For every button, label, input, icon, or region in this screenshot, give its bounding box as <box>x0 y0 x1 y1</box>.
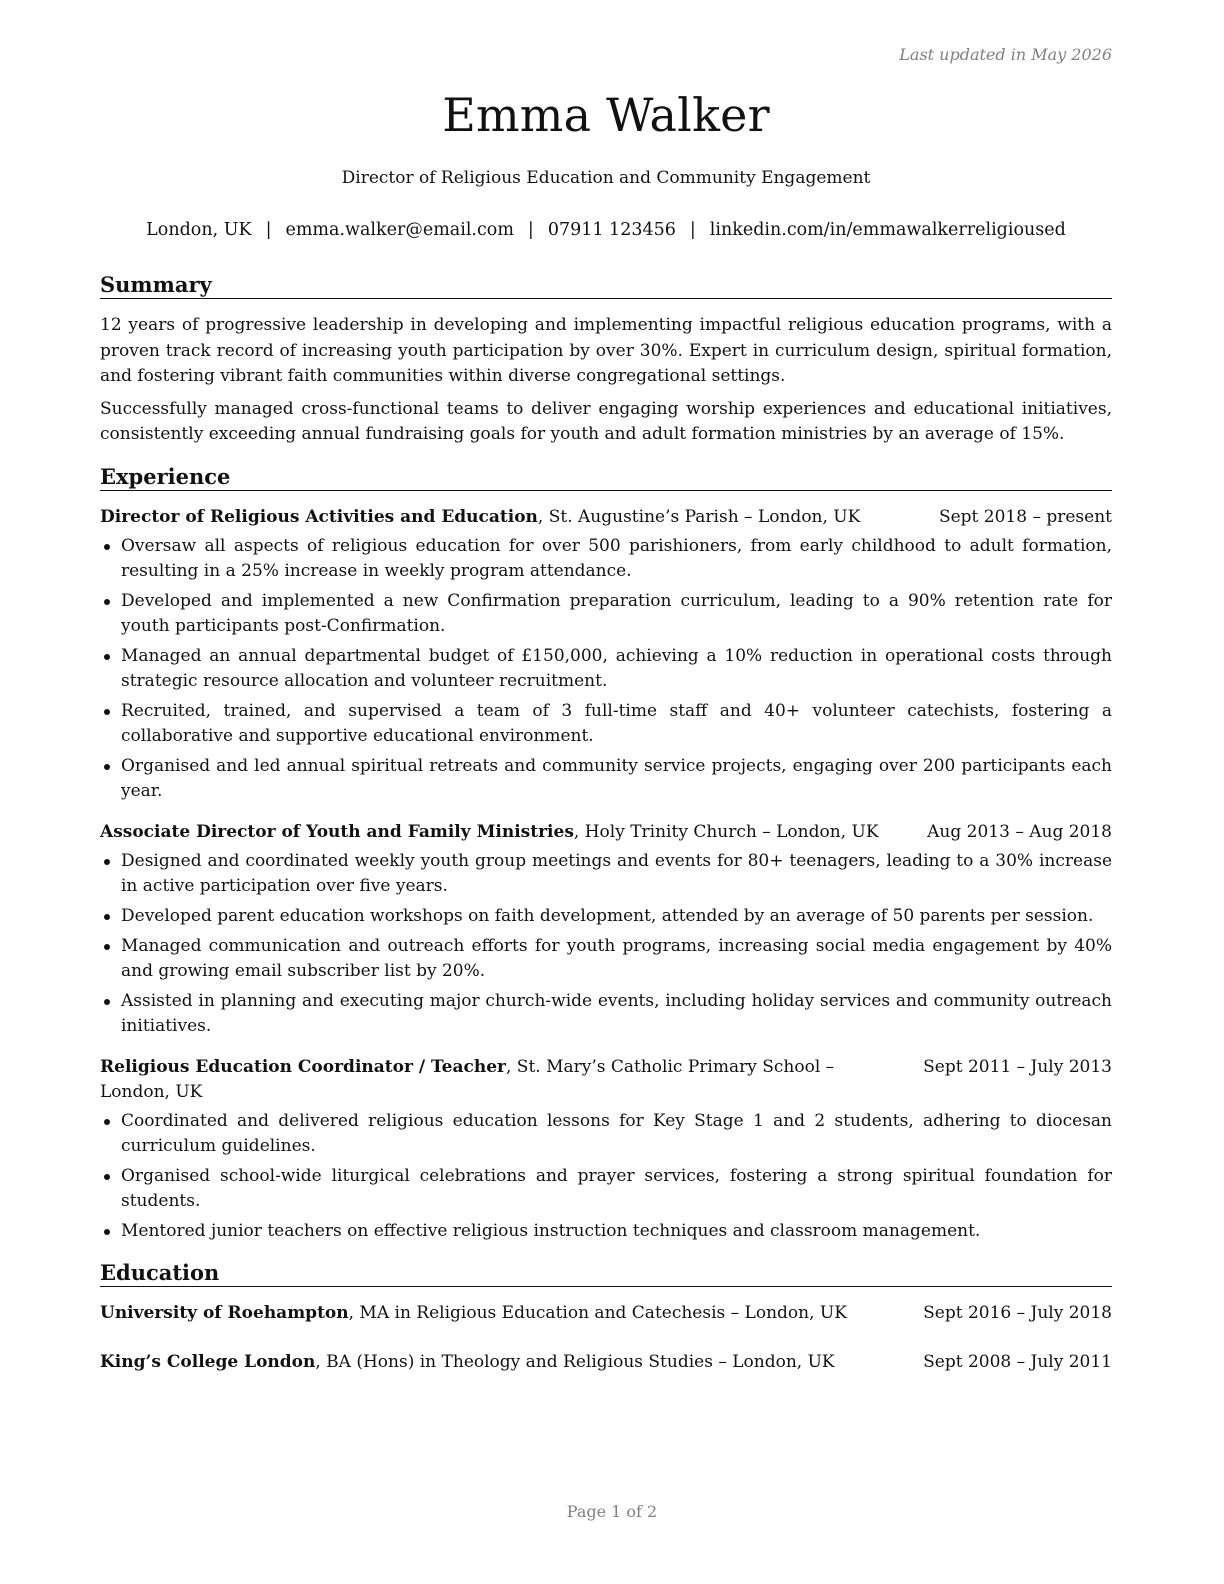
job-entry <box>100 505 1112 804</box>
section-title-experience: Experience <box>100 464 1112 491</box>
page-number: Page 1 of 2 <box>566 1502 658 1521</box>
job-organization: , Holy Trinity Church – London, UK <box>573 821 879 842</box>
last-updated: Last updated in May 2026 <box>899 45 1112 64</box>
summary-section <box>100 272 1112 448</box>
section-title-summary: Summary <box>100 272 1112 299</box>
job-bullet: Organised and led annual spiritual retreats and community service projects, engaging over 200 participants each year. <box>100 754 1112 804</box>
contact-linkedin[interactable]: linkedin.com/in/emmawalkerreligioused <box>709 220 1066 240</box>
contact-separator: | <box>527 220 534 240</box>
job-header <box>100 820 1112 845</box>
contact-phone: 07911 123456 <box>547 220 676 240</box>
education-dates: Sept 2016 – July 2018 <box>923 1302 1112 1323</box>
education-school: King’s College London <box>100 1351 316 1372</box>
job-dates: Sept 2018 – present <box>938 506 1112 527</box>
job-bullet: Developed parent education workshops on faith development, attended by an average of 50 parents per session. <box>100 904 1112 929</box>
education-school: University of Roehampton <box>100 1302 349 1323</box>
job-bullet: Mentored junior teachers on effective religious instruction techniques and classroom management. <box>100 1219 1112 1244</box>
education-degree: , MA in Religious Education and Catechesis – London, UK <box>348 1302 847 1323</box>
education-section <box>100 1260 1112 1375</box>
job-organization: , St. Mary’s Catholic Primary School – London, UK <box>100 1056 835 1102</box>
job-entry <box>100 820 1112 1039</box>
job-bullet: Managed an annual departmental budget of £150,000, achieving a 10% reduction in operational costs through strategic resource allocation and volunteer recruitment. <box>100 644 1112 694</box>
job-entry <box>100 1055 1112 1244</box>
contact-location: London, UK <box>146 220 252 240</box>
job-header <box>100 1055 1112 1105</box>
contact-separator: | <box>689 220 696 240</box>
job-header <box>100 505 1112 530</box>
job-bullet: Coordinated and delivered religious education lessons for Key Stage 1 and 2 students, adhering to diocesan curriculum guidelines. <box>100 1109 1112 1159</box>
job-bullet: Developed and implemented a new Confirmation preparation curriculum, leading to a 90% retention rate for youth participants post-Confirmation. <box>100 589 1112 639</box>
contact-separator: | <box>265 220 272 240</box>
job-bullet: Managed communication and outreach efforts for youth programs, increasing social media engagement by 40% and growing email subscriber list by 20%. <box>100 934 1112 984</box>
candidate-name: Emma Walker <box>442 88 770 142</box>
education-entry <box>100 1301 1112 1326</box>
job-title: Religious Education Coordinator / Teacher <box>100 1056 506 1077</box>
job-organization: , St. Augustine’s Parish – London, UK <box>537 506 861 527</box>
job-bullet: Organised school-wide liturgical celebrations and prayer services, fostering a strong spiritual foundation for students. <box>100 1164 1112 1214</box>
job-bullet: Oversaw all aspects of religious education for over 500 parishioners, from early childhood to adult formation, resulting in a 25% increase in weekly program attendance. <box>100 534 1112 584</box>
job-bullets <box>100 534 1112 804</box>
job-bullet: Assisted in planning and executing major church-wide events, including holiday services and community outreach initiatives. <box>100 989 1112 1039</box>
job-dates: Aug 2013 – Aug 2018 <box>927 821 1112 842</box>
candidate-headline: Director of Religious Education and Community Engagement <box>341 168 871 188</box>
section-title-education: Education <box>100 1260 1112 1287</box>
job-bullets <box>100 1109 1112 1244</box>
job-bullet: Recruited, trained, and supervised a team of 3 full-time staff and 40+ volunteer catechists, fostering a collaborative and supportive educational environment. <box>100 699 1112 749</box>
education-entry <box>100 1350 1112 1375</box>
contact-line <box>100 220 1112 240</box>
contact-email[interactable]: emma.walker@email.com <box>285 220 514 240</box>
summary-paragraph: Successfully managed cross-functional teams to deliver engaging worship experiences and educational initiatives, consistently exceeding annual fundraising goals for youth and adult formation ministries by an average of 15%. <box>100 398 1112 444</box>
experience-section <box>100 464 1112 1244</box>
job-dates: Sept 2011 – July 2013 <box>923 1056 1112 1077</box>
job-title: Director of Religious Activities and Education <box>100 506 538 527</box>
education-degree: , BA (Hons) in Theology and Religious Studies – London, UK <box>315 1351 835 1372</box>
job-bullets <box>100 849 1112 1039</box>
summary-paragraph: 12 years of progressive leadership in developing and implementing impactful religious education programs, with a proven track record of increasing youth participation by over 30%. Expert in curriculum design, spiritual formation, and fostering vibrant faith communities within diverse congregational settings. <box>100 315 1112 386</box>
resume-page <box>100 0 1112 1584</box>
job-title: Associate Director of Youth and Family Ministries <box>100 821 574 842</box>
job-bullet: Designed and coordinated weekly youth group meetings and events for 80+ teenagers, leading to a 30% increase in active participation over five years. <box>100 849 1112 899</box>
education-dates: Sept 2008 – July 2011 <box>923 1351 1112 1372</box>
resume-content <box>100 272 1112 1399</box>
